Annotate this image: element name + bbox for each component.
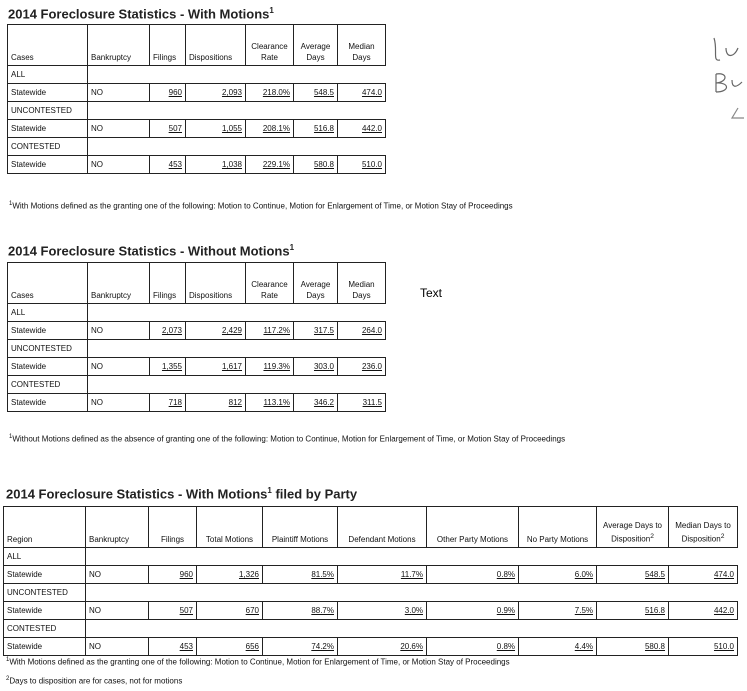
handwriting-mark	[708, 30, 747, 125]
table3-footnote: $^1$With Motions defined as the granting one of the following: Motion to Continue, Motion for Enlargement of Time, or Motion Stay of Proceedings	[6, 657, 510, 667]
table-row: Statewide NO 507 670 88.7% 3.0% 0.9% 7.5% 516.8 442.0	[4, 602, 738, 620]
table-row: Statewide NO 718 812 113.1% 346.2 311.5	[8, 394, 386, 412]
table1-title: 2014 Foreclosure Statistics - With Motions$^1$	[8, 6, 274, 22]
table-row: Statewide NO 1,355 1,617 119.3% 303.0 236.0	[8, 358, 386, 376]
without-motions-table	[7, 262, 386, 412]
filed-by-party-table	[3, 506, 738, 656]
group-row: ALL	[4, 548, 738, 566]
table-row: Statewide NO 2,073 2,429 117.2% 317.5 264.0	[8, 322, 386, 340]
stray-text: Text	[420, 286, 443, 300]
group-row: ALL	[8, 66, 386, 84]
group-row: UNCONTESTED	[8, 102, 386, 120]
group-row: CONTESTED	[4, 620, 738, 638]
table-row: Statewide NO 453 656 74.2% 20.6% 0.8% 4.4% 580.8 510.0	[4, 638, 738, 656]
group-row: ALL	[8, 304, 386, 322]
table2-footnote: $^1$Without Motions defined as the absence of granting one of the following: Motion to Continue, Motion for Enlargement of Time, or Motion Stay of Proceedings	[9, 434, 566, 444]
group-row: UNCONTESTED	[4, 584, 738, 602]
group-row: CONTESTED	[8, 138, 386, 156]
table1-footnote: $^1$With Motions defined as the granting one of the following: Motion to Continue, Motion for Enlargement of Time, or Motion Stay of Proceedings	[9, 201, 513, 211]
group-row: UNCONTESTED	[8, 340, 386, 358]
group-row: CONTESTED	[8, 376, 386, 394]
table2-title: 2014 Foreclosure Statistics - Without Motions$^1$	[8, 243, 295, 259]
table-row: Statewide NO 960 2,093 218.0% 548.5 474.0	[8, 84, 386, 102]
table3-title: 2014 Foreclosure Statistics - With Motions$^1$ filed by Party	[6, 486, 358, 502]
with-motions-table	[7, 24, 386, 174]
header-row: Region Bankruptcy Filings Total Motions Plaintiff Motions Defendant Motions Other Party Motions No Party Motions Average Days to Disposition$^2$ Median Days to Disposition$^2$	[4, 507, 738, 548]
table-row: Statewide NO 453 1,038 229.1% 580.8 510.0	[8, 156, 386, 174]
header-row: Cases Bankruptcy Filings Dispositions Clearance Rate Average Days Median Days	[8, 263, 386, 304]
table3-footnote2: $^2$Days to disposition are for cases, not for motions	[6, 676, 183, 686]
table-row: Statewide NO 507 1,055 208.1% 516.8 442.0	[8, 120, 386, 138]
header-row: Cases Bankruptcy Filings Dispositions Clearance Rate Average Days Median Days	[8, 25, 386, 66]
table-row: Statewide NO 960 1,326 81.5% 11.7% 0.8% 6.0% 548.5 474.0	[4, 566, 738, 584]
